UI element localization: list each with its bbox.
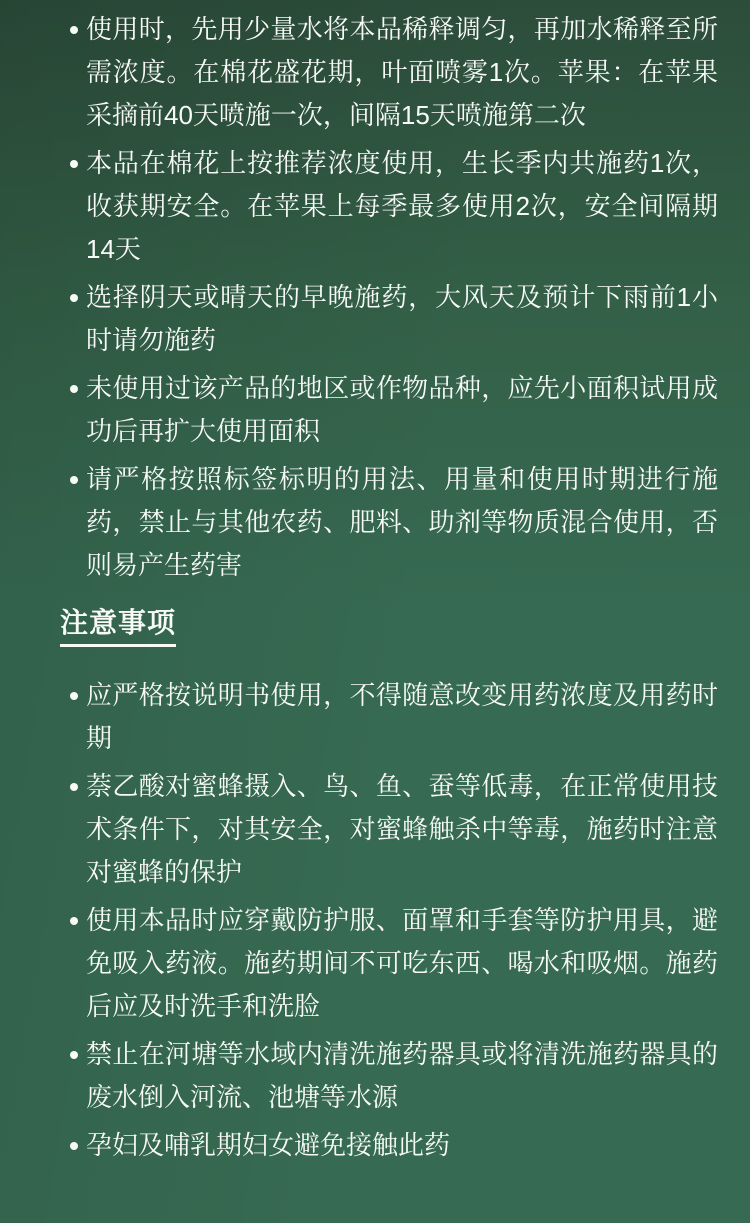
list-item <box>60 276 718 362</box>
list-item <box>60 1124 718 1167</box>
list-item <box>60 674 718 760</box>
list-item-text: 未使用过该产品的地区或作物品种，应先小面积试用成功后再扩大使用面积 <box>86 373 718 446</box>
precautions-list <box>60 674 718 1167</box>
list-item <box>60 1033 718 1119</box>
bullet-dot-icon <box>70 783 78 791</box>
list-item <box>60 8 718 137</box>
precautions-heading-text: 注意事项 <box>60 605 176 647</box>
list-item-text: 使用时，先用少量水将本品稀释调匀，再加水稀释至所需浓度。在棉花盛花期，叶面喷雾1次。苹果：在苹果采摘前40天喷施一次，间隔15天喷施第二次 <box>86 14 718 130</box>
bullet-dot-icon <box>70 294 78 302</box>
list-item-text: 禁止在河塘等水域内清洗施药器具或将清洗施药器具的废水倒入河流、池塘等水源 <box>86 1039 718 1112</box>
list-item-text: 孕妇及哺乳期妇女避免接触此药 <box>86 1130 451 1160</box>
bullet-dot-icon <box>70 692 78 700</box>
list-item <box>60 367 718 453</box>
list-item-text: 请严格按照标签标明的用法、用量和使用时期进行施药，禁止与其他农药、肥料、助剂等物质混合使用，否则易产生药害 <box>86 464 718 580</box>
list-item <box>60 142 718 271</box>
list-item <box>60 765 718 894</box>
bullet-dot-icon <box>70 917 78 925</box>
usage-instructions-list <box>60 8 718 587</box>
bullet-dot-icon <box>70 1051 78 1059</box>
list-item <box>60 458 718 587</box>
list-item-text: 应严格按说明书使用，不得随意改变用药浓度及用药时期 <box>86 680 718 753</box>
bullet-dot-icon <box>70 385 78 393</box>
list-item-text: 萘乙酸对蜜蜂摄入、鸟、鱼、蚕等低毒，在正常使用技术条件下，对其安全，对蜜蜂触杀中等毒，施药时注意对蜜蜂的保护 <box>86 771 718 887</box>
list-item-text: 使用本品时应穿戴防护服、面罩和手套等防护用具，避免吸入药液。施药期间不可吃东西、喝水和吸烟。施药后应及时洗手和洗脸 <box>86 905 718 1021</box>
list-item-text: 本品在棉花上按推荐浓度使用，生长季内共施药1次，收获期安全。在苹果上每季最多使用2次，安全间隔期14天 <box>86 148 718 264</box>
precautions-heading <box>60 605 718 647</box>
bullet-dot-icon <box>70 476 78 484</box>
bullet-dot-icon <box>70 26 78 34</box>
list-item-text: 选择阴天或晴天的早晚施药，大风天及预计下雨前1小时请勿施药 <box>86 282 718 355</box>
bullet-dot-icon <box>70 160 78 168</box>
bullet-dot-icon <box>70 1142 78 1150</box>
list-item <box>60 899 718 1028</box>
